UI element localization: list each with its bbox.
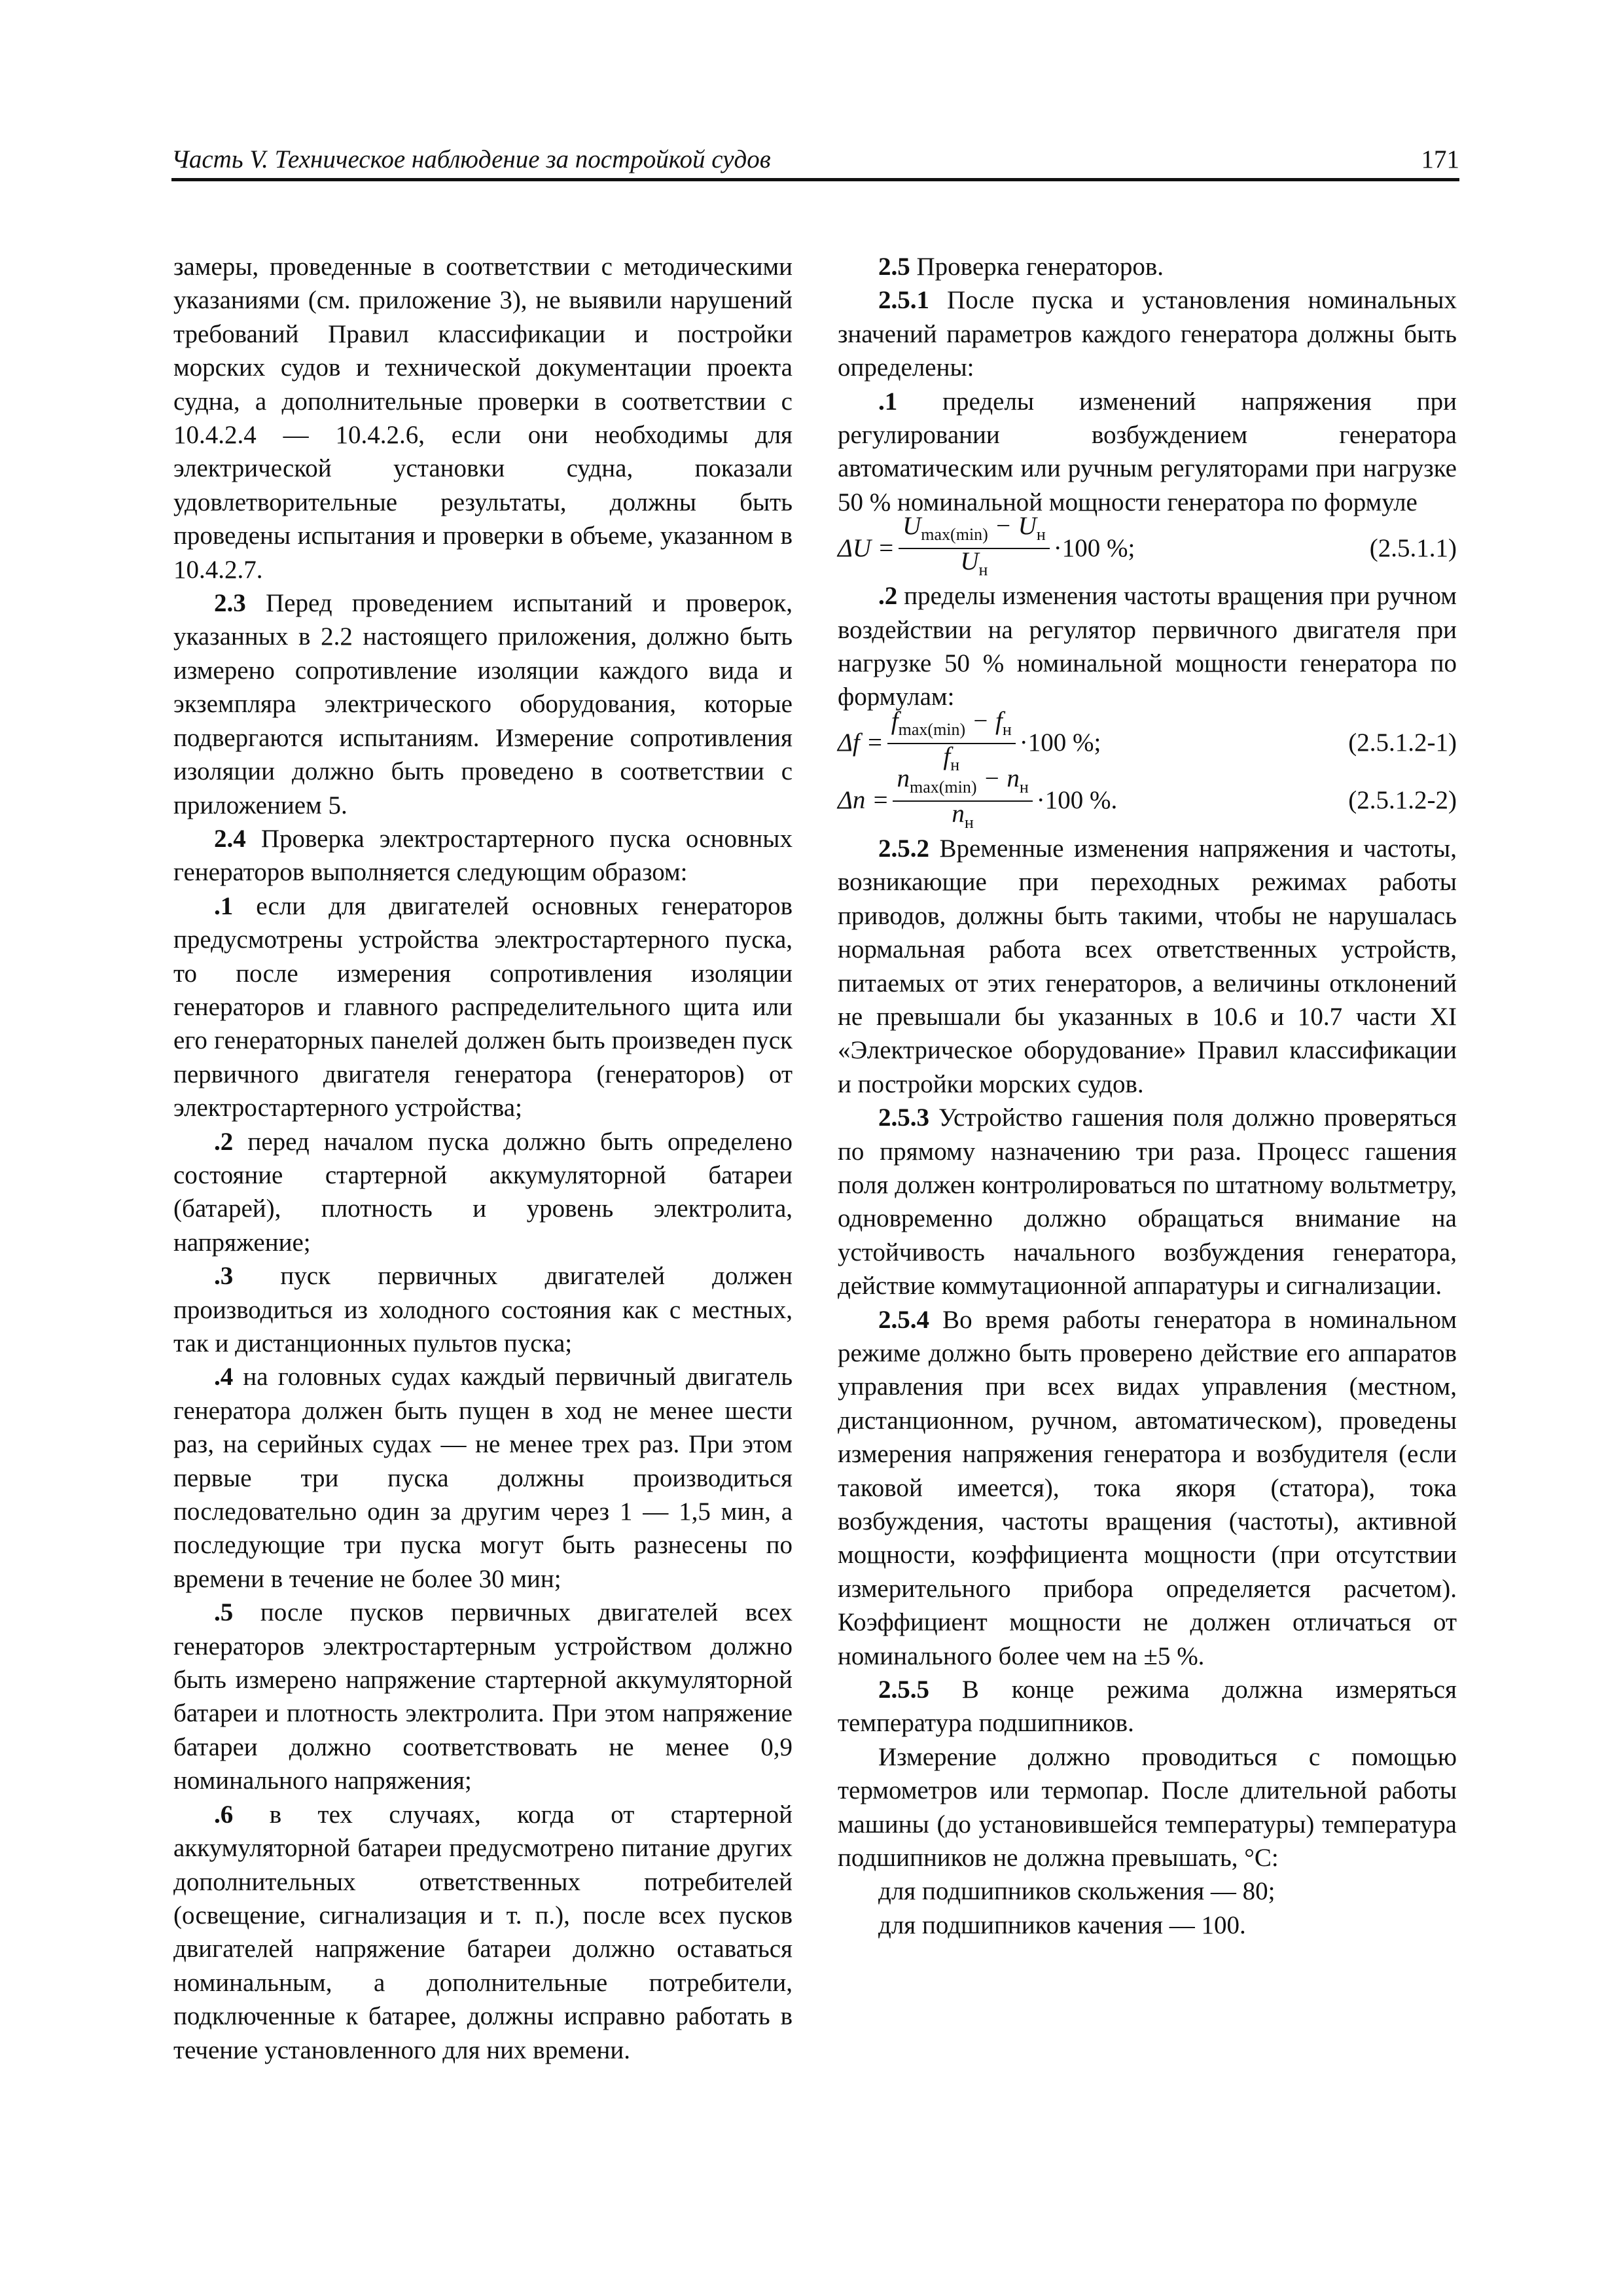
- formula-2-5-1-1: [838, 512, 1457, 580]
- var: U: [960, 547, 979, 576]
- formula-lhs: Δn =: [838, 786, 889, 815]
- item-number: .1: [214, 891, 234, 920]
- paragraph-text: Устройство гашения поля должно проверяться по прямому назначению три раза. Процесс гашения поля должен контролироваться по штатному вольтметру, одновременно должно обращаться внимание на устойчивость начального возбуждения генератора, действие коммутационной аппаратуры и сигнализации.: [838, 1103, 1457, 1300]
- right-column: [838, 250, 1457, 1942]
- formula-number: (2.5.1.1): [1369, 533, 1457, 562]
- paragraph-text: Перед проведением испытаний и проверок, указанных в 2.2 настоящего приложения, должно быть измерено сопротивление изоляции каждого вида и экземпляра электрического оборудования, которые подвергаются испытаниям. Измерение сопротивления изоляции должно быть проведено в соответствии с приложением 5.: [173, 589, 793, 819]
- paragraph-2-5-4: [838, 1303, 1457, 1673]
- page-number: 171: [1421, 145, 1459, 173]
- paragraph-text: Временные изменения напряжения и частоты, возникающие при переходных режимах работы приводов, должны быть такими, чтобы не нарушалась нормальная работа всех ответственных устройств, питаемых от этих генераторов, а величины отклонений не превышали бы указанных в 10.6 и 10.7 части XI «Электрическое оборудование» Правил классификации и постройки морских судов.: [838, 834, 1457, 1098]
- paragraph-text: Проверка генераторов.: [910, 253, 1164, 281]
- paragraph-2-5-1: [838, 283, 1457, 384]
- formula-number: (2.5.1.2-2): [1348, 786, 1457, 815]
- paragraph-2-3: [173, 586, 793, 822]
- section-number: 2.5.3: [878, 1103, 929, 1132]
- formula-lhs: Δf =: [838, 728, 883, 757]
- list-item-2: [173, 1125, 793, 1260]
- paragraph-2-5-5: [838, 1673, 1457, 1740]
- paragraph-text: После пуска и установления номинальных значений параметров каждого генератора должны быть определены:: [838, 286, 1457, 382]
- section-number: 2.3: [214, 589, 246, 618]
- formula-lhs: ΔU =: [838, 533, 895, 562]
- section-number: 2.4: [214, 824, 246, 853]
- subscript: н: [1002, 719, 1012, 739]
- paragraph-2-4: [173, 822, 793, 889]
- list-line: для подшипников качения — 100.: [878, 1910, 1246, 1939]
- section-number: 2.5.4: [878, 1305, 929, 1334]
- paragraph-2-5-2: [838, 832, 1457, 1101]
- paragraph-2-5: [838, 250, 1457, 283]
- section-number: 2.5.5: [878, 1676, 929, 1704]
- subscript: max(min): [921, 525, 988, 545]
- subscript: max(min): [898, 719, 966, 739]
- running-header: [171, 144, 1459, 178]
- list-item-3: [173, 1259, 793, 1360]
- item-text: пределы изменений напряжения при регулировании возбуждением генератора автоматическим или ручным регуляторами при нагрузке 50 % номинальной мощности генератора по формуле: [838, 387, 1457, 516]
- list-item-4: [173, 1360, 793, 1596]
- left-column: [173, 250, 793, 2067]
- var: U: [902, 512, 921, 541]
- paragraph-text: Проверка электростартерного пуска основных генераторов выполняется следующим образом:: [173, 824, 793, 887]
- running-title: Часть V. Техническое наблюдение за постройкой судов: [171, 145, 771, 173]
- var: n: [897, 764, 910, 793]
- var: − f: [965, 707, 1003, 736]
- var: n: [952, 799, 965, 828]
- section-number: 2.5.1: [878, 286, 929, 315]
- item-number: .4: [214, 1363, 234, 1391]
- item-number: .5: [214, 1598, 234, 1627]
- item-number: .2: [878, 582, 898, 611]
- var: − U: [988, 512, 1037, 541]
- list-line: для подшипников скольжения — 80;: [878, 1877, 1275, 1906]
- subscript: н: [1019, 777, 1029, 797]
- section-number: 2.5.2: [878, 834, 929, 863]
- header-rule: [171, 178, 1459, 181]
- item-text: на головных судах каждый первичный двигатель генератора должен быть пущен в ход не менее шести раз, на серийных судах — не менее трех раз. При этом первые три пуска должны производиться последовательно один за другим через 1 — 1,5 мин, а последующие три пуска могут быть разнесены по времени в течение не более 30 мин;: [173, 1363, 793, 1593]
- paragraph-2-5-3: [838, 1101, 1457, 1302]
- list-item-6: [173, 1798, 793, 2067]
- var: f: [943, 742, 951, 770]
- var: f: [891, 707, 899, 736]
- formula-2-5-1-2-1: [838, 707, 1457, 774]
- var: − n: [976, 764, 1020, 793]
- subscript: н: [950, 755, 960, 774]
- list-item-5: [173, 1596, 793, 1797]
- list-item-r2: [838, 579, 1457, 714]
- item-number: .2: [214, 1127, 234, 1156]
- list-item-r1: [838, 385, 1457, 520]
- subscript: н: [1036, 525, 1046, 545]
- item-text: пуск первичных двигателей должен производиться из холодного состояния как с местных, так и дистанционных пультов пуска;: [173, 1262, 793, 1357]
- formula-tail: ·100 %;: [1019, 728, 1101, 757]
- formula-tail: ·100 %.: [1036, 786, 1118, 815]
- formula-2-5-1-2-2: [838, 764, 1457, 832]
- item-text: пределы изменения частоты вращения при ручном воздействии на регулятор первичного двигателя при нагрузке 50 % номинальной мощности генератора по формулам:: [838, 582, 1457, 711]
- subscript: н: [978, 560, 988, 580]
- item-text: после пусков первичных двигателей всех генераторов электростартерным устройством должно быть измерено напряжение стартерной аккумуляторной батареи и плотность электролита. При этом напряжение батареи должно соответствовать не менее 0,9 номинального напряжения;: [173, 1598, 793, 1795]
- paragraph: Измерение должно проводиться с помощью термометров или термопар. После длительной работы машины (до установившейся температуры) температура подшипников не должна превышать, °С:: [838, 1742, 1457, 1873]
- subscript: max(min): [909, 777, 977, 797]
- formula-tail: ·100 %;: [1053, 533, 1135, 562]
- list-item-1: [173, 889, 793, 1125]
- item-text: если для двигателей основных генераторов предусмотрены устройства электростартерного пуска, то после измерения сопротивления изоляции генераторов и главного распределительного щита или его генераторных панелей должен быть произведен пуск первичного двигателя генератора (генераторов) от электростартерного устройства;: [173, 891, 793, 1122]
- item-number: .1: [878, 387, 898, 416]
- section-number: 2.5: [878, 253, 910, 281]
- formula-number: (2.5.1.2-1): [1348, 728, 1457, 757]
- item-number: .6: [214, 1800, 234, 1829]
- formula-fraction: [893, 766, 1032, 835]
- paragraph: замеры, проведенные в соответствии с методическими указаниями (см. приложение 3), не выявили нарушений требований Правил классификации и постройки морских судов и технической документации проекта судна, а дополнительные проверки в соответствии с 10.4.2.4 — 10.4.2.6, если они необходимы для электрической установки судна, показали удовлетворительные результаты, должны быть проведены испытания и проверки в объеме, указанном в 10.4.2.7.: [173, 253, 793, 584]
- item-text: в тех случаях, когда от стартерной аккумуляторной батареи предусмотрено питание других дополнительных ответственных потребителей (освещение, сигнализация и т. п.), после всех пусков двигателей напряжение батареи должно оставаться номинальным, а дополнительные потребители, подключенные к батарее, должны исправно работать в течение установленного для них времени.: [173, 1800, 793, 2064]
- item-number: .3: [214, 1262, 234, 1291]
- paragraph-text: Во время работы генератора в номинальном режиме должно быть проверено действие его аппаратов управления при всех видах управления (местном, дистанционном, ручном, автоматическом), проведены измерения напряжения генератора и возбудителя (если таковой имеется), тока якоря (статора), тока возбуждения, частоты вращения (частоты), активной мощности, коэффициента мощности (при отсутствии измерительного прибора определяется расчетом). Коэффициент мощности не должен отличаться от номинального более чем на ±5 %.: [838, 1305, 1457, 1670]
- item-text: перед началом пуска должно быть определено состояние стартерной аккумуляторной батареи (батарей), плотность и уровень электролита, напряжение;: [173, 1127, 793, 1257]
- subscript: н: [964, 812, 974, 832]
- paragraph-text: В конце режима должна измеряться температура подшипников.: [838, 1676, 1457, 1738]
- formula-fraction: [899, 513, 1050, 583]
